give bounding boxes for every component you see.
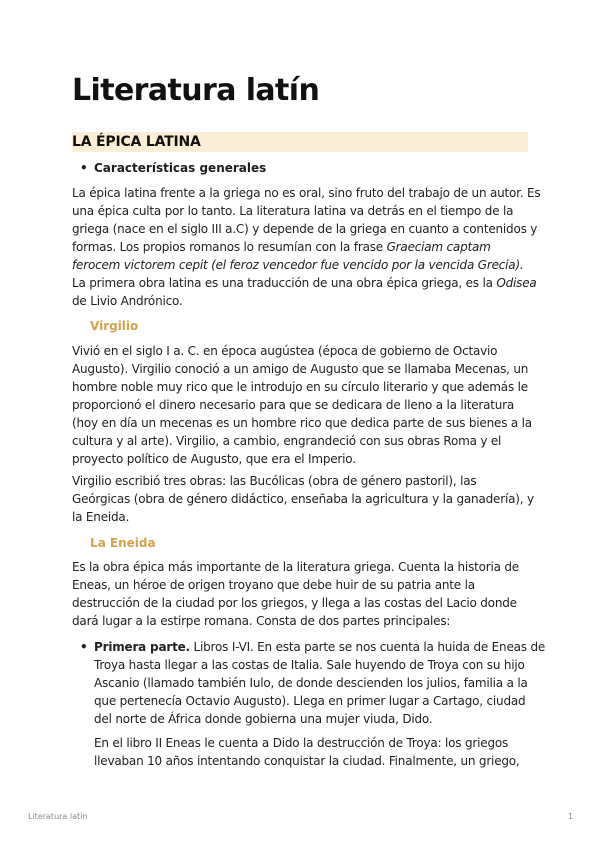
text-line: destrucción de la ciudad por los griegos, y llega a las costas del Lacio donde [72,596,517,610]
list-item-primera-parte [80,638,546,728]
text-line: griega (nace en el siglo III a.C) y depende de la griega en cuanto a contenidos y [72,222,538,236]
text-line: una épica culta por lo tanto. La literatura latina va detrás en el tiempo de la [72,204,514,218]
text-line: En el libro II Eneas le cuenta a Dido la destrucción de Troya: los griegos [94,736,509,750]
bullet-heading [80,160,266,177]
paragraph-virgilio [72,342,534,468]
text-line: Virgilio escribió tres obras: las Bucólicas (obra de género pastoril), las [72,474,477,488]
text-fragment: La primera obra latina es una traducción de una obra épica griega, es la [72,276,497,290]
paragraph-eneida [72,558,534,630]
italic-word: Odisea [496,276,537,290]
section-heading: LA ÉPICA LATINA [72,134,201,150]
text-line: Es la obra épica más importante de la literatura griega. Cuenta la historia de [72,560,519,574]
text-line: cultura y al arte). Virgilio, a cambio, engrandeció con sus obras Roma y el [72,434,502,448]
bold-label: Primera parte. [94,640,190,654]
text-line: del norte de África donde gobierna una mujer viuda, Dido. [94,712,433,726]
text-line: Augusto). Virgilio conoció a un amigo de Augusto que se llamaba Mecenas, un [72,362,529,376]
text-line [80,638,546,656]
text-line: Geórgicas (obra de género didáctico, enseñaba la agricultura y la ganadería), y [72,492,534,506]
text-line: (hoy en día un mecenas es un hombre rico que dedica parte de sus bienes a la [72,416,532,430]
subheading-eneida: La Eneida [90,536,156,550]
page-number: 1 [568,812,574,821]
text-line: llevaban 10 años intentando conquistar la ciudad. Finalmente, un griego, [94,754,520,768]
subheading-virgilio: Virgilio [90,319,139,333]
text-line: dará lugar a la estirpe romana. Consta de dos partes principales: [72,614,451,628]
paragraph-intro [72,184,541,310]
text-line: La épica latina frente a la griega no es oral, sino fruto del trabajo de un autor. Es [72,186,541,200]
text-line: proyecto político de Augusto, que era el Imperio. [72,452,356,466]
bullet-heading-label: Características generales [94,161,267,175]
bullet-icon: • [80,161,88,175]
text-line [72,274,537,292]
footer-title: Literatura latín [28,812,88,821]
list-item-continuation [80,734,540,770]
paragraph-obras [72,472,534,526]
italic-phrase: Graeciam captam [386,240,491,254]
text-line [72,256,534,274]
text-line: hombre noble muy rico que le introdujo en su círculo literario y que además le [72,380,528,394]
text-line: de Livio Andrónico. [72,294,183,308]
text-line: que pertenecía Octavio Augusto). Llega en primer lugar a Cartago, ciudad [94,694,526,708]
text-line: Vivió en el siglo I a. C. en época augústea (época de gobierno de Octavio [72,344,498,358]
text-fragment: Libros I-VI. En esta parte se nos cuenta la huida de Eneas de [189,640,546,654]
text-fragment: formas. Los propios romanos lo resumían con la frase [72,240,387,254]
page-title: Literatura latín [72,73,320,108]
italic-phrase: ferocem victorem cepit (el feroz vencedor fue vencido por la vencida Grecia). [72,258,524,272]
text-line [72,238,534,256]
text-line: Eneas, un héroe de origen troyano que debe huir de su patria ante la [72,578,475,592]
text-line: Troya hasta llegar a las costas de Italia. Sale huyendo de Troya con su hijo [94,658,525,672]
bullet-icon: • [80,640,88,654]
text-line: Ascanio (llamado también Iulo, de donde descienden los julios, familia a la [94,676,528,690]
text-line: proporcionó el dinero necesario para que se dedicara de lleno a la literatura [72,398,515,412]
text-line: la Eneida. [72,510,130,524]
